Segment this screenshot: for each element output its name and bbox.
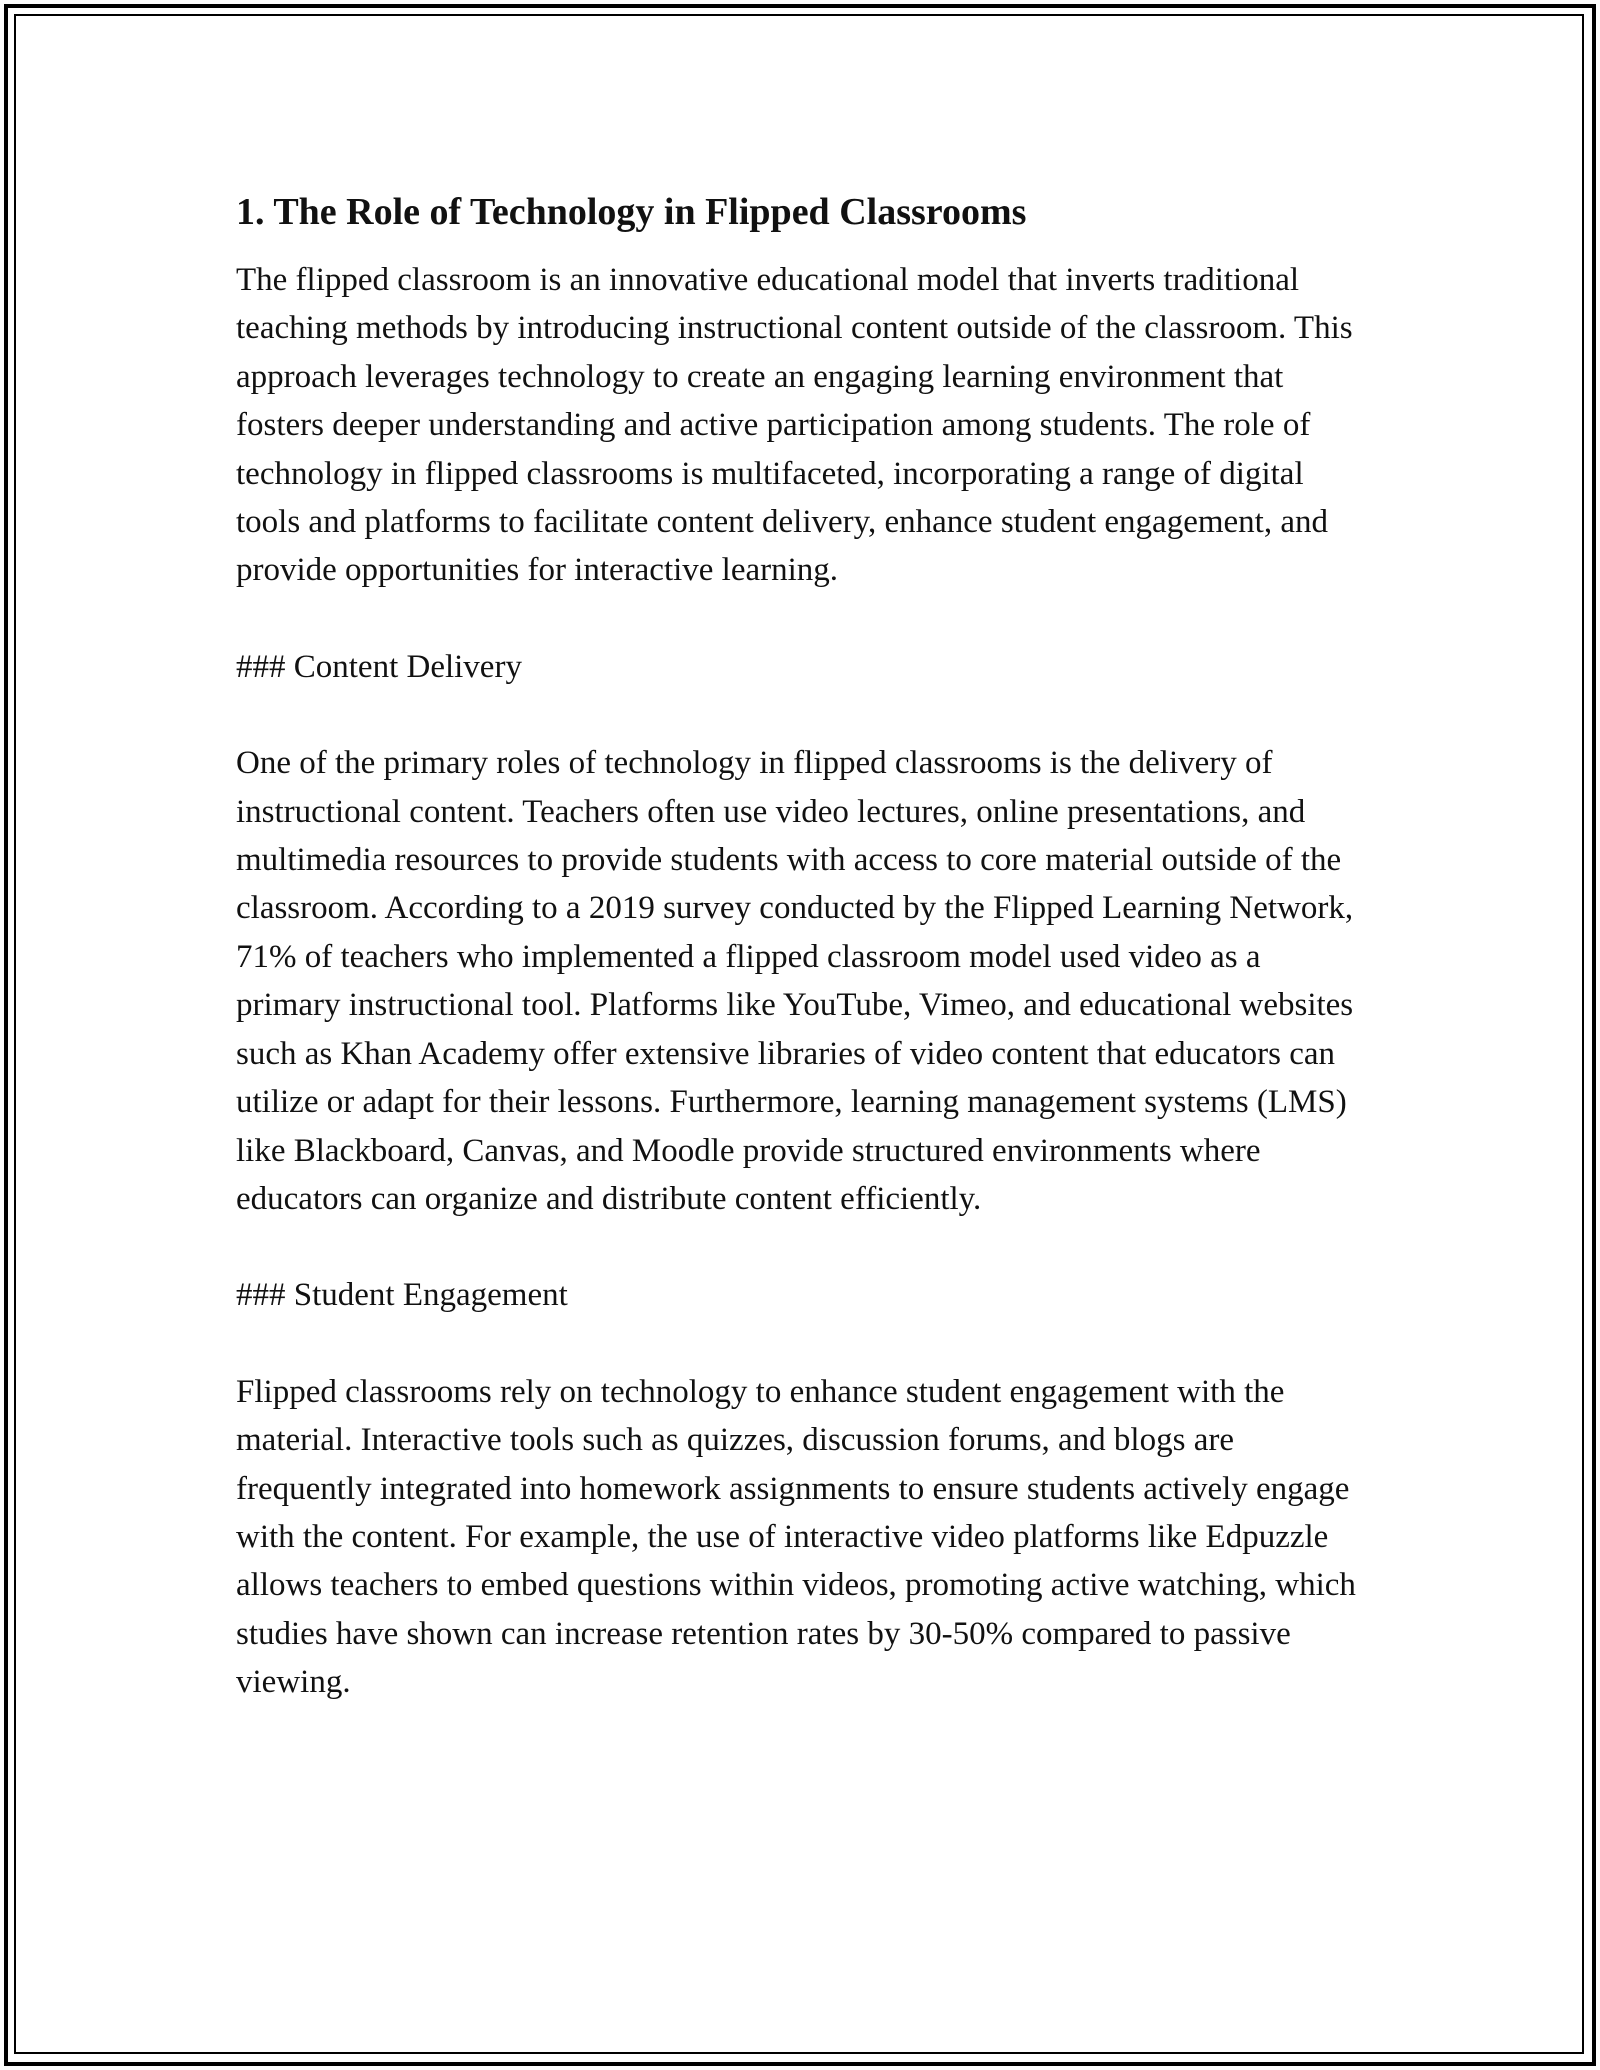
section-paragraph: Flipped classrooms rely on technology to enhance student engagement with the material. Interactive tools such as quizzes, discussion forums, and blogs are frequently integrated into homework assignments to ensure students actively engage with the content. For example, the use of interactive video platforms like Edpuzzle allows teachers to embed questions within videos, promoting active watching, which studies have shown can increase retention rates by 30-50% compared to passive viewing. <box>236 1373 1356 1701</box>
section-heading: ### Content Delivery <box>236 648 522 685</box>
section-heading: ### Student Engagement <box>236 1277 568 1314</box>
document-title: 1. The Role of Technology in Flipped Classrooms <box>236 191 1027 233</box>
section-student-engagement <box>236 1271 1366 1706</box>
section-content-delivery <box>236 643 1366 1223</box>
intro-paragraph: The flipped classroom is an innovative educational model that inverts traditional teaching methods by introducing instructional content outside of the classroom. This approach leverages technology to create an engaging learning environment that fosters deeper understanding and active participation among students. The role of technology in flipped classrooms is multifaceted, incorporating a range of digital tools and platforms to facilitate content delivery, enhance student engagement, and provide opportunities for interactive learning. <box>236 262 1353 589</box>
document-body <box>236 186 1366 1707</box>
section-paragraph: One of the primary roles of technology in flipped classrooms is the delivery of instructional content. Teachers often use video lectures, online presentations, and multimedia resources to provide students with access to core material outside of the classroom. According to a 2019 survey conducted by the Flipped Learning Network, 71% of teachers who implemented a flipped classroom model used video as a primary instructional tool. Platforms like YouTube, Vimeo, and educational websites such as Khan Academy offer extensive libraries of video content that educators can utilize or adapt for their lessons. Furthermore, learning management systems (LMS) like Blackboard, Canvas, and Moodle provide structured environments where educators can organize and distribute content efficiently. <box>236 745 1354 1217</box>
